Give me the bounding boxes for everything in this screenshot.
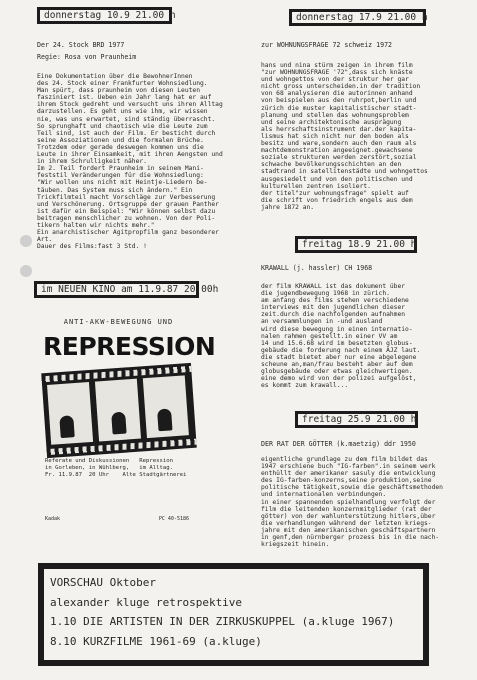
- date-header-17-9: [289, 9, 426, 26]
- poster-footer: [45, 516, 195, 522]
- date-header-18-9: [295, 236, 417, 253]
- film-director: Regie: Rosa von Praunheim: [37, 53, 137, 61]
- punch-hole-top: [20, 235, 32, 247]
- film-title-krawall: KRAWALL (j. hassler) CH 1968: [261, 264, 373, 272]
- film-description-krawall: der film KRAWALL ist das dokument über die jugendbewegung 1968 in zürich. am anfang des films stehen verschiedene interviews mit den jugendlichen dieser zeit.durch die nachfolgenden aufnahmen an versammlungen in -und ausland wird diese bewegung in einen internatio- nalen rahmen gestellt.in einer VV am 14 und 15.6.68 wird im besetzten globus- gebäude die forderung nach einem AJZ laut. die stadt bietet aber nur eine abgelegene scheune an,man/frau besteht aber auf dem globusgebäude oder etwas gleichwertigen. eine demo wird von der polizei aufgelöst, es kommt zum krawall...: [261, 283, 421, 390]
- date-header-text: donnerstag 17.9 21.00 h: [292, 12, 423, 23]
- poster-info: Referate und Diskussionen Repression in Gorleben, in Wühlberg, im Alltag. Fr. 11.9.87 20 Uhr Alte Stadtgärtnerei: [45, 458, 187, 478]
- date-header-25-9: [295, 411, 418, 428]
- repression-poster: [41, 318, 216, 532]
- preview-line-2: alexander kluge retrospektive: [50, 595, 243, 609]
- poster-top-text: ANTI-AKW-BEWEGUNG UND: [63, 318, 174, 326]
- preview-line-3: 1.10 DIE ARTISTEN IN DER ZIRKUSKUPPEL (a.kluge 1967): [50, 615, 395, 628]
- film-description-wohnungsfrage: hans und nina stürm zeigen in ihrem film "zur WOHNUNGSFRAGE '72",dass sich knäste und wohngettos von der struktur her gar nicht gross unterscheiden.in der tradition von 68 analysieren die autorinnen anhand von beispielen aus den ruhrpot,berlin und zürich die muster kapitalistischer stadt- planung und stellen das wohnungsproblem und seine architektonische ausprägung als herrschaftsinstrument dar.der kapita- lismus hat sich nicht nur den boden als besitz und ware,sondern auch den raum als machtdemonstration angeeignet.gewachsene soziale strukturen werden zerstört,sozial schwache bevölkerungsschichten an den stadtrand in satellitenstädte und wohngettos ausgesiedelt und von den politischen und kulturellen zentren isoliert. der titel"zur wohnungsfrage" spielt auf die schrift von friedrich engels aus dem jahre 1872 an.: [261, 62, 428, 211]
- date-header-text: donnerstag 10.9 21.00 h: [40, 10, 169, 21]
- poster-footer-right: PC 40-5186: [158, 516, 189, 522]
- film-title-wohnungsfrage: zur WOHNUNGSFRAGE 72 schweiz 1972: [261, 41, 393, 49]
- date-header-10-9: [37, 7, 176, 24]
- preview-line-1: VORSCHAU Oktober: [50, 576, 156, 589]
- poster-title: REPRESSION: [43, 332, 216, 361]
- date-header-text: freitag 25.9 21.00 h: [298, 414, 415, 425]
- preview-line-4: 8.10 KURZFILME 1961-69 (a.kluge): [50, 634, 262, 648]
- film-strip-image: [41, 363, 197, 458]
- poster-footer-left: Kadak: [45, 516, 61, 522]
- film-title-rat-der-goetter: DER RAT DER GÖTTER (k.maetzig) ddr 1950: [261, 440, 416, 448]
- film-description-rat-der-goetter: eigentliche grundlage zu dem film bildet das 1947 erschiene buch "IG-farben".in seinem werk enthüllt der amerikaner sasuly die entwicklung des IG-farben-konzerns,seine produktion,seine politische tätigkeit,sowie die geschäftsmethoden und internationalen verbindungen. in einer spannenden spielhandlung verfolgt der film die leitenden konzernmitglieder (rat der götter) von der wahlunterstützung hitlers,über die verhandlungen während der letzten kriegs- jahre mit den amerikanischen geschäftspartnern in genf,den nürnberger prozess bis in die nach- kriegszeit hinein.: [261, 456, 443, 549]
- date-header-text: freitag 18.9 21.00 h: [298, 239, 414, 250]
- kino-header-text: im NEUEN KINO am 11.9.87 20.00h: [37, 284, 196, 295]
- punch-hole-bottom: [20, 265, 32, 277]
- kino-header: [34, 281, 219, 298]
- film-title-24-stock: Der 24. Stock BRD 1977: [37, 41, 125, 49]
- preview-box: [38, 563, 429, 666]
- film-description-24-stock: Eine Dokumentation über die BewohnerInnen des 24. Stock einer Frankfurter Wohnsiedlung. Man spürt, dass praunheim von diesen Leuten fasziniert ist. Ueben ein Jahr lang hat er auf ihrem Stock gedreht und versucht uns ihren Alltag darzustellen. Es geht uns wie ihm, wir wissen nie, was uns erwartet, sind ständig überrascht. So sprunghaft und chaotisch wie die Leute zum Teil sind, ist auch der Film. Er besticht durch seine Assoziationen und die formalen Brüche. Trotzdem oder gerade deswegen kommen uns die Leute in ihrer Einsamkeit, mit ihren Aengsten und in ihrem Schrulligkeit näher. Im 2. Teil fordert Praunheim in seinem Mani- feststil Veränderungen für die Wohnsiedlung: "Wir wollen uns nicht mit Heintje-Liedern be- täuben. Das System muss sich ändern." Ein Trickfilmteil macht Vorschläge zur Verbesserung und Verschönerung. Ortsgruppe der grauen Panther ist dafür ein Beispiel: "Wir können selbst dazu beitragen menschlicher zu wohnen. Von der Poli- tikern halten wir nichts mehr." Ein anarchistischer Agitpropfilm ganz besonderer Art. Dauer des Films:fast 3 Std. !: [37, 73, 223, 251]
